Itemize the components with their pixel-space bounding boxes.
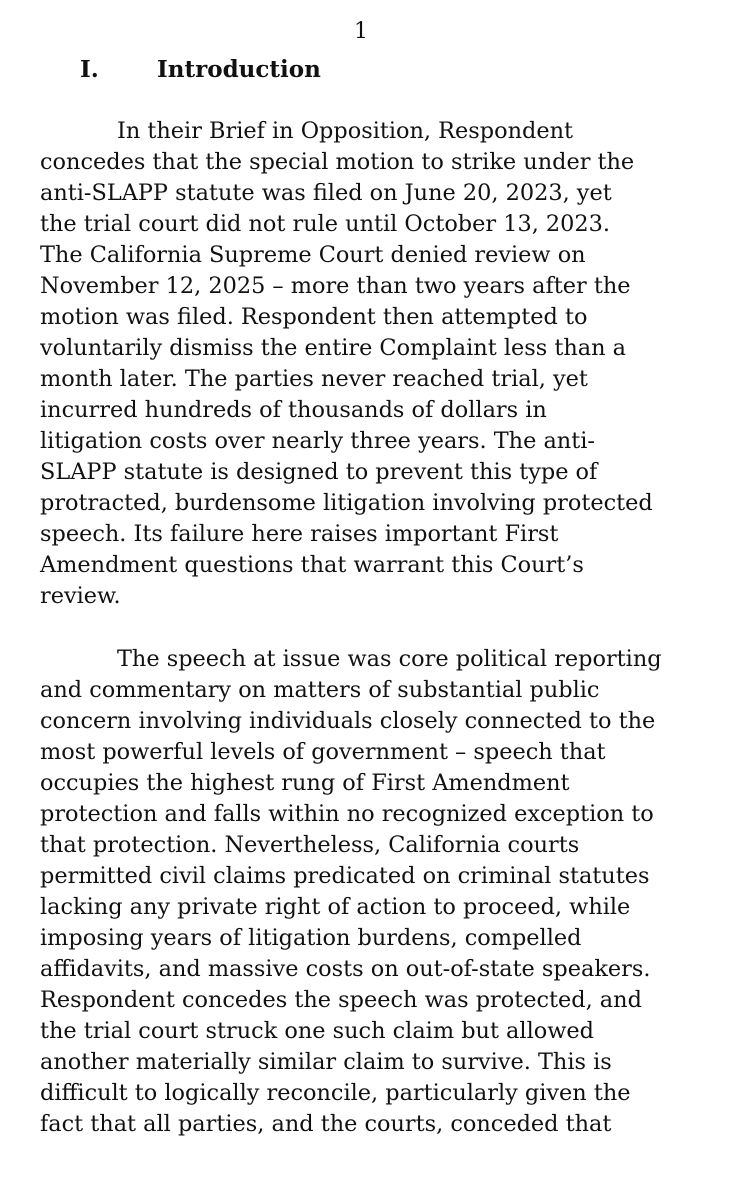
- paragraph-line: affidavits, and massive costs on out-of-state speakers.: [40, 956, 651, 982]
- paragraph-line: imposing years of litigation burdens, compelled: [40, 925, 582, 951]
- paragraph-line: protection and falls within no recognized exception to: [40, 801, 654, 827]
- paragraph-line: concedes that the special motion to strike under the: [40, 149, 635, 175]
- section-heading: [80, 55, 321, 85]
- paragraph-line: voluntarily dismiss the entire Complaint less than a: [40, 335, 626, 361]
- paragraph-line: difficult to logically reconcile, particularly given the: [40, 1080, 631, 1106]
- paragraph-line: permitted civil claims predicated on criminal statutes: [40, 863, 650, 889]
- paragraph-line: the trial court struck one such claim but allowed: [40, 1018, 594, 1044]
- paragraph-line: litigation costs over nearly three years. The anti-: [40, 428, 595, 454]
- paragraph-line: lacking any private right of action to proceed, while: [40, 894, 631, 920]
- paragraph-line: The speech at issue was core political reporting: [117, 646, 662, 672]
- paragraph-line: concern involving individuals closely connected to the: [40, 708, 656, 734]
- paragraph-line: fact that all parties, and the courts, conceded that: [40, 1111, 612, 1137]
- section-title: Introduction: [157, 56, 321, 83]
- paragraph-line: protracted, burdensome litigation involving protected: [40, 490, 653, 516]
- paragraph-line: Amendment questions that warrant this Court’s: [40, 552, 584, 578]
- paragraph-line: speech. Its failure here raises important First: [40, 521, 559, 547]
- paragraph-line: The California Supreme Court denied review on: [40, 242, 586, 268]
- paragraph-line: another materially similar claim to survive. This is: [40, 1049, 612, 1075]
- paragraph-line: occupies the highest rung of First Amendment: [40, 770, 570, 796]
- paragraph-line: most powerful levels of government – speech that: [40, 739, 606, 765]
- paragraph-line: incurred hundreds of thousands of dollars in: [40, 397, 547, 423]
- paragraph-line: Respondent concedes the speech was protected, and: [40, 987, 642, 1013]
- paragraph-line: motion was filed. Respondent then attempted to: [40, 304, 588, 330]
- paragraph-line: that protection. Nevertheless, California courts: [40, 832, 580, 858]
- paragraph-line: month later. The parties never reached trial, yet: [40, 366, 588, 392]
- paragraph-line: In their Brief in Opposition, Respondent: [117, 118, 573, 144]
- page-number: 1: [354, 19, 368, 44]
- paragraph-line: the trial court did not rule until October 13, 2023.: [40, 211, 611, 237]
- paragraph-1: [40, 116, 730, 612]
- section-number: I.: [80, 56, 99, 83]
- paragraph-line: SLAPP statute is designed to prevent this type of: [40, 459, 598, 485]
- paragraph-line: review.: [40, 583, 121, 609]
- paragraph-2: [40, 644, 730, 1140]
- paragraph-line: November 12, 2025 – more than two years after the: [40, 273, 631, 299]
- paragraph-line: anti-SLAPP statute was filed on June 20, 2023, yet: [40, 180, 612, 206]
- paragraph-line: and commentary on matters of substantial public: [40, 677, 600, 703]
